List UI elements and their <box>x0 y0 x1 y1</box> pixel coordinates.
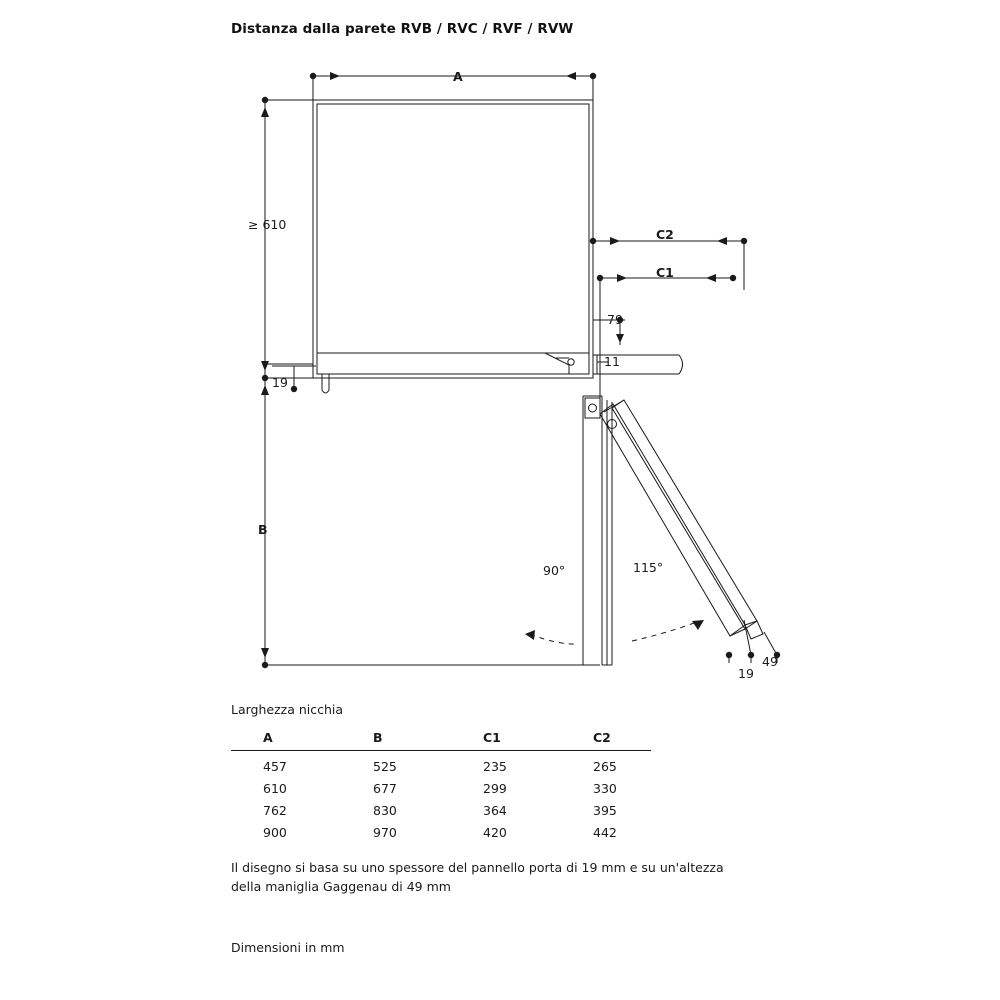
units-note: Dimensioni in mm <box>231 940 345 955</box>
table-header-row <box>231 726 651 750</box>
label-49: 49 <box>762 654 778 669</box>
label-b: B <box>258 522 268 537</box>
cell-a: 457 <box>263 758 287 774</box>
cell-c2: 330 <box>593 780 617 796</box>
cell-c1: 364 <box>483 802 507 818</box>
col-header-b: B <box>373 729 383 745</box>
label-height-min: ≥ 610 <box>248 217 287 232</box>
cell-a: 900 <box>263 824 287 840</box>
cell-a: 762 <box>263 802 287 818</box>
cell-c2: 442 <box>593 824 617 840</box>
table-row <box>231 799 651 821</box>
label-19-bottom: 19 <box>738 666 754 681</box>
label-79: 79 <box>607 312 623 327</box>
cell-c1: 299 <box>483 780 507 796</box>
page-title: Distanza dalla parete RVB / RVC / RVF / RVW <box>231 21 574 37</box>
label-a: A <box>453 69 463 84</box>
table-caption: Larghezza nicchia <box>231 702 344 717</box>
cell-b: 525 <box>373 758 397 774</box>
table-row <box>231 750 651 777</box>
label-angle-115: 115° <box>633 560 664 575</box>
cell-c1: 420 <box>483 824 507 840</box>
label-11: 11 <box>604 354 620 369</box>
col-header-c2: C2 <box>593 729 611 745</box>
table-row <box>231 777 651 799</box>
table-row <box>231 821 651 843</box>
cell-c1: 235 <box>483 758 507 774</box>
cell-b: 970 <box>373 824 397 840</box>
label-c2: C2 <box>656 227 674 242</box>
col-header-a: A <box>263 729 273 745</box>
cell-a: 610 <box>263 780 287 796</box>
panel-thickness-note: Il disegno si basa su uno spessore del pannello porta di 19 mm e su un'altezza della maniglia Gaggenau di 49 mm <box>231 860 724 894</box>
label-19-left: 19 <box>272 375 288 390</box>
cell-c2: 395 <box>593 802 617 818</box>
label-c1: C1 <box>656 265 674 280</box>
cell-b: 830 <box>373 802 397 818</box>
col-header-c1: C1 <box>483 729 501 745</box>
label-angle-90: 90° <box>543 563 566 578</box>
cell-c2: 265 <box>593 758 617 774</box>
dimensions-table <box>231 726 651 843</box>
cell-b: 677 <box>373 780 397 796</box>
